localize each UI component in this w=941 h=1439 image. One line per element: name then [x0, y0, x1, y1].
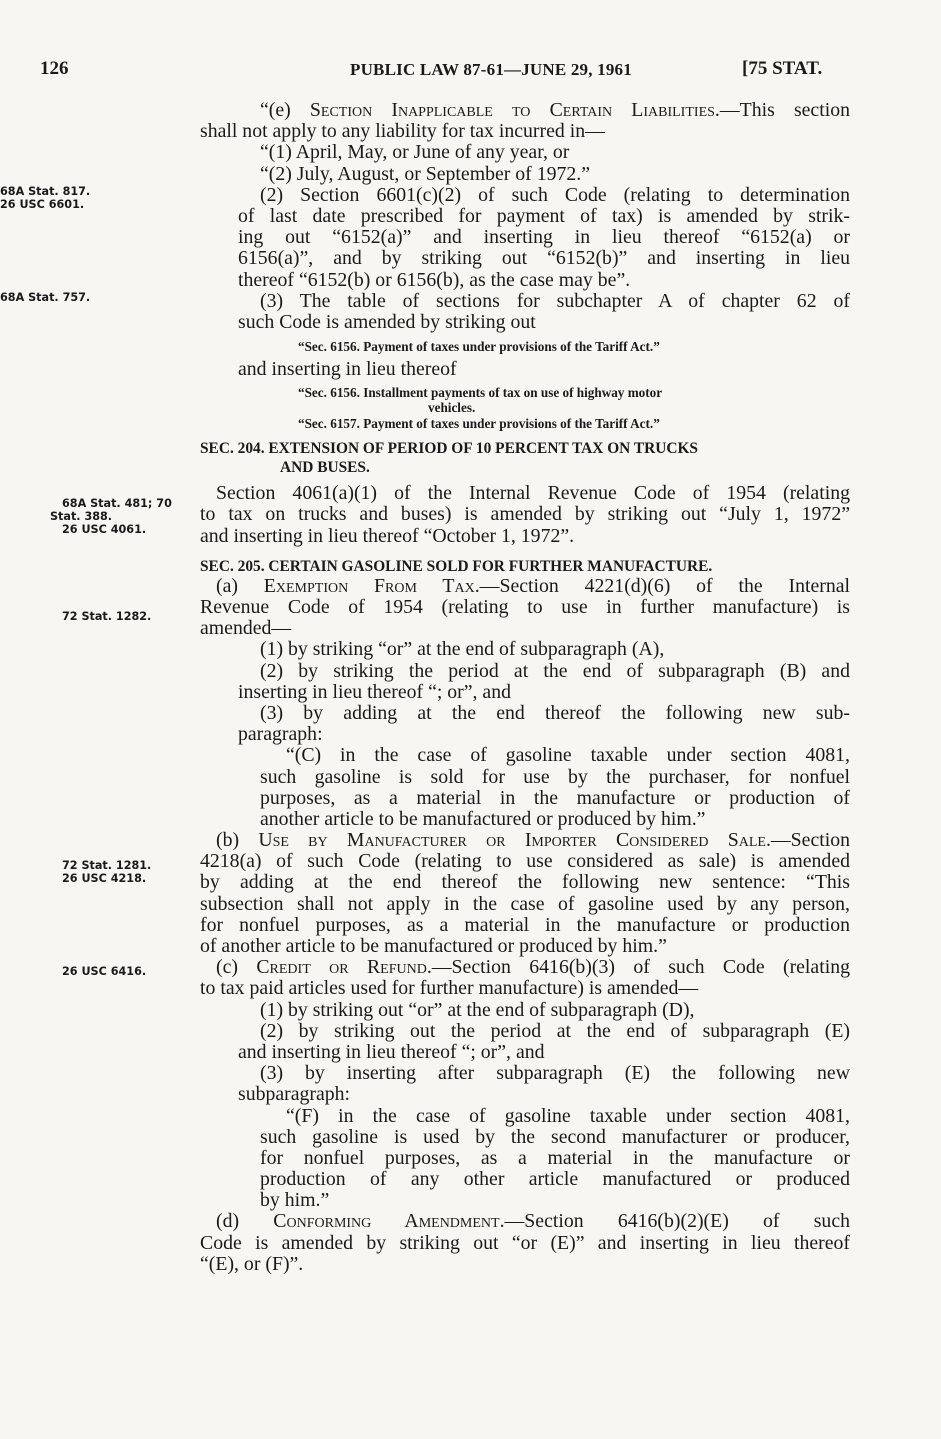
quoted-table-entry: “Sec. 6156. Installment payments of tax on use of highway motor vehicles. “Sec. 6157. Payment of taxes under provisions of the Tariff Act.”: [298, 385, 663, 432]
paragraph-c-heading: (c) Credit or Refund.—Section 6416(b)(3) of such Code (relating: [216, 956, 850, 979]
text-line: to tax paid articles used for further manufacture) is amended—: [200, 977, 699, 1000]
paragraph-b-heading: (b) Use by Manufacturer or Importer Considered Sale.—Section: [216, 829, 850, 852]
section-heading: SEC. 205. CERTAIN GASOLINE SOLD FOR FURTHER MANUFACTURE.: [200, 557, 713, 575]
text-line: (2) by striking the period at the end of subparagraph (B) and: [260, 659, 850, 682]
running-head: PUBLIC LAW 87-61—JUNE 29, 1961: [350, 60, 632, 79]
text-line: Code is amended by striking out “or (E)” and inserting in lieu thereof: [200, 1231, 850, 1254]
margin-note-line: 72 Stat. 1282.: [62, 610, 152, 623]
text-line: amended—: [200, 617, 292, 640]
text-line: (3) by inserting after subparagraph (E) the following new: [260, 1062, 850, 1085]
section-heading: SEC. 204. EXTENSION OF PERIOD OF 10 PERCENT TAX ON TRUCKS AND BUSES.: [200, 440, 698, 477]
page-number: 126: [40, 58, 69, 79]
margin-note: [62, 611, 151, 624]
text-line: and inserting in lieu thereof “October 1, 1972”.: [200, 524, 575, 547]
margin-note-line: 26 USC 4218.: [62, 871, 147, 885]
text-line: for nonfuel purposes, as a material in the manufacture or: [260, 1146, 850, 1169]
text-line: by him.”: [260, 1189, 330, 1212]
text-line: (2) Section 6601(c)(2) of such Code (relating to determination: [260, 183, 850, 206]
text-line: ing out “6152(a)” and inserting in lieu thereof “6152(a) or: [238, 226, 850, 249]
text-line: “(1) April, May, or June of any year, or: [260, 141, 570, 164]
margin-note: [62, 966, 146, 979]
text-line: subparagraph:: [238, 1083, 351, 1106]
paragraph-heading: Section Inapplicable to Certain Liabilities: [309, 99, 715, 121]
text-line: (2) by striking out the period at the end of subparagraph (E): [260, 1019, 850, 1042]
text-line: another article to be manufactured or produced by him.”: [260, 807, 706, 830]
margin-note-line: 68A Stat. 817.: [0, 185, 91, 198]
text-line: shall not apply to any liability for tax incurred in—: [200, 120, 605, 143]
margin-note-line: 68A Stat. 481; 70: [62, 497, 172, 510]
text-line: of last date prescribed for payment of tax) is amended by strik-: [238, 204, 850, 227]
margin-note-line: 26 USC 6416.: [62, 965, 147, 978]
paragraph-heading: Conforming Amendment: [273, 1210, 500, 1233]
text-line: of another article to be manufactured or produced by him.”: [200, 935, 667, 957]
statute-reference: [75 STAT.: [742, 58, 823, 79]
text-line: 4218(a) of such Code (relating to use considered as sale) is amended: [200, 850, 850, 873]
text-line: thereof “6152(b) or 6156(b), as the case may be”.: [238, 268, 631, 291]
text-line: “(2) July, August, or September of 1972.”: [260, 162, 590, 185]
text-line: “(F) in the case of gasoline taxable under section 4081,: [286, 1104, 850, 1127]
text-line: production of any other article manufactured or produced: [260, 1168, 850, 1191]
margin-note-line: 26 USC 6601.: [0, 197, 85, 211]
paragraph-d-heading: (d) Conforming Amendment.—Section 6416(b)(2)(E) of such: [216, 1210, 850, 1233]
text-line: purposes, as a material in the manufacture or production of: [260, 786, 850, 809]
text-line: Section 4061(a)(1) of the Internal Revenue Code of 1954 (relating: [216, 482, 850, 505]
text-line: (3) The table of sections for subchapter A of chapter 62 of: [260, 289, 850, 312]
margin-note: [62, 524, 146, 537]
margin-note-line: Stat. 388.: [50, 510, 113, 523]
document-body: [200, 100, 850, 1275]
text-line: such Code is amended by striking out: [238, 310, 536, 333]
page-header: [0, 58, 941, 88]
paragraph-a-heading: (a) Exemption From Tax.—Section 4221(d)(6) of the Internal: [216, 574, 850, 597]
margin-note: [0, 186, 90, 211]
paragraph-e-heading: “(e) Section Inapplicable to Certain Liabilities.—This section: [260, 99, 850, 121]
paragraph-heading: Exemption From Tax: [263, 574, 475, 597]
text-line: subsection shall not apply in the case of gasoline used by any person,: [200, 892, 850, 915]
text-line: Revenue Code of 1954 (relating to use in further manufacture) is: [200, 596, 850, 618]
text-line: (1) by striking “or” at the end of subparagraph (A),: [260, 638, 665, 661]
text-line: inserting in lieu thereof “; or”, and: [238, 680, 511, 703]
text-line: by adding at the end thereof the following new sentence: “This: [200, 871, 850, 894]
text-line: paragraph:: [238, 723, 323, 746]
quoted-table-entry: “Sec. 6156. Payment of taxes under provisions of the Tariff Act.”: [298, 339, 660, 355]
paragraph-heading: Use by Manufacturer or Importer Considered Sale: [258, 829, 766, 852]
text-line: (1) by striking out “or” at the end of subparagraph (D),: [260, 998, 695, 1021]
text-line: such gasoline is sold for use by the purchaser, for nonfuel: [260, 765, 850, 788]
text-line: 6156(a)”, and by striking out “6152(b)” and inserting in lieu: [238, 247, 850, 270]
text-line: “(C) in the case of gasoline taxable under section 4081,: [286, 744, 850, 767]
text-line: (3) by adding at the end thereof the following new sub-: [260, 701, 850, 724]
text-line: and inserting in lieu thereof: [238, 358, 457, 381]
margin-note: [62, 860, 151, 885]
text-line: for nonfuel purposes, as a material in the manufacture or production: [200, 913, 850, 936]
text-line: to tax on trucks and buses) is amended by striking out “July 1, 1972”: [200, 503, 850, 526]
margin-note-line: 68A Stat. 757.: [0, 291, 91, 304]
text-line: and inserting in lieu thereof “; or”, and: [238, 1040, 545, 1063]
margin-note: [0, 292, 90, 305]
margin-note: [50, 511, 112, 524]
paragraph-heading: Credit or Refund: [256, 956, 427, 979]
margin-note-line: 72 Stat. 1281.: [62, 859, 152, 872]
margin-note: [62, 498, 172, 511]
text-line: “(E), or (F)”.: [200, 1252, 304, 1275]
margin-note-line: 26 USC 4061.: [62, 523, 147, 536]
text-line: such gasoline is used by the second manufacturer or producer,: [260, 1125, 850, 1148]
